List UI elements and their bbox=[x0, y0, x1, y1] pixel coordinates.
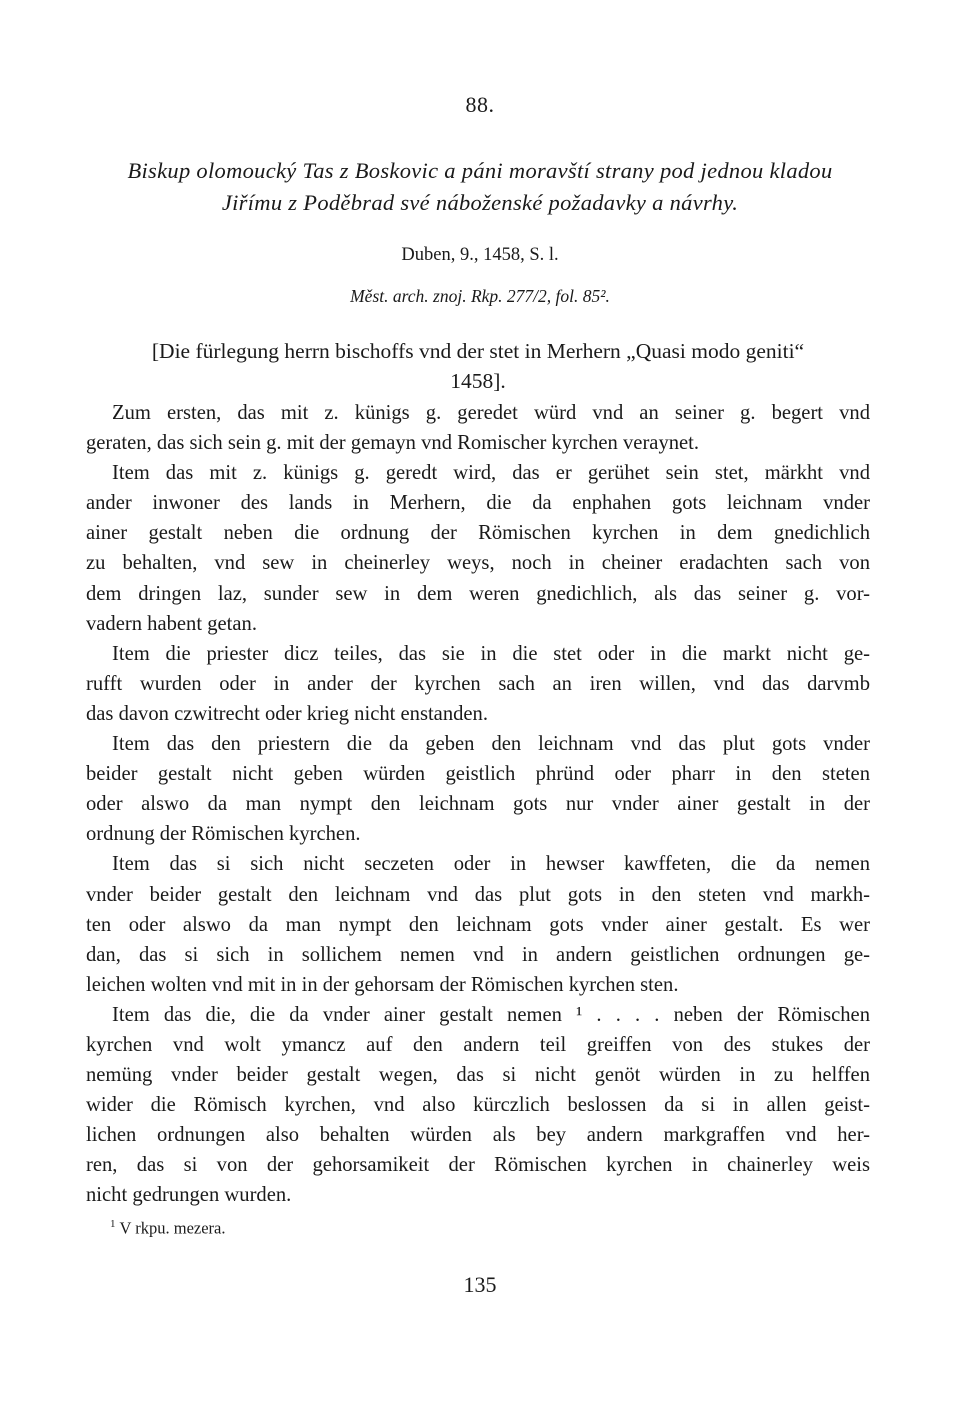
text-line: beider gestalt nicht geben würden geistlich phründ oder pharr in den steten bbox=[86, 763, 870, 786]
text-line: leichen wolten vnd mit in in der gehorsam der Römischen kyrchen sten. bbox=[86, 973, 679, 996]
text-line: Item das den priestern die da geben den leichnam vnd das plut gots vnder bbox=[112, 733, 870, 756]
heading-line: 1458]. bbox=[450, 369, 506, 393]
title-line: Jiřímu z Poděbrad své náboženské požadavky a návrhy. bbox=[221, 190, 739, 215]
document-heading bbox=[86, 336, 870, 396]
text-line: lichen ordnungen also behalten würden als bey andern markgraffen vnd her- bbox=[86, 1124, 870, 1147]
page-number: 88. bbox=[465, 92, 495, 117]
text-line: Item das mit z. künigs g. geredt wird, das er gerühet sein stet, märkht vnd bbox=[112, 462, 870, 485]
text-line: zu behalten, vnd sew in cheinerley weys, noch in cheiner eradachten sach von bbox=[86, 552, 870, 575]
paragraph bbox=[86, 458, 870, 639]
text-line: ainer gestalt neben die ordnung der Römischen kyrchen in dem gnedichlich bbox=[86, 522, 870, 545]
text-line: rufft wurden oder in ander der kyrchen sach an iren willen, vnd das darvmb bbox=[86, 672, 870, 695]
text-line: vadern habent getan. bbox=[86, 612, 257, 635]
paragraph bbox=[86, 1000, 870, 1211]
text-line: vnder beider gestalt den leichnam vnd das plut gots in den steten vnd markh- bbox=[86, 883, 870, 906]
text-line: Zum ersten, das mit z. künigs g. geredet würd vnd an seiner g. begert vnd bbox=[112, 402, 870, 424]
paragraph bbox=[86, 729, 870, 849]
footnote bbox=[110, 1218, 226, 1239]
text-line: kyrchen vnd wolt ymancz auf den andern teil greiffen von des stukes der bbox=[86, 1033, 870, 1056]
text-line: ordnung der Römischen kyrchen. bbox=[86, 823, 361, 846]
footnote-text: V rkpu. mezera. bbox=[119, 1218, 226, 1238]
text-line: dem dringen laz, sunder sew in dem weren gnedichlich, als das seiner g. vor- bbox=[86, 582, 870, 605]
paragraph bbox=[86, 849, 870, 999]
title-line: Biskup olomoucký Tas z Boskovic a páni moravští strany pod jednou kladou bbox=[127, 158, 833, 183]
text-line: oder alswo da man nympt den leichnam gots nur vnder ainer gestalt in der bbox=[86, 793, 870, 816]
text-line: ren, das si von der gehorsamikeit der Römischen kyrchen in chainerley weis bbox=[86, 1154, 870, 1177]
paragraph bbox=[86, 398, 870, 458]
footnote-mark: 1 bbox=[110, 1218, 116, 1230]
text-line: ten oder alswo da man nympt den leichnam gots vnder ainer gestalt. Es wer bbox=[86, 913, 870, 936]
body-text bbox=[86, 398, 870, 1211]
dateline: Duben, 9., 1458, S. l. bbox=[401, 245, 559, 265]
text-line: Item das si sich nicht seczeten oder in hewser kawffeten, die da nemen bbox=[112, 853, 870, 876]
text-line: Item das die, die da vnder ainer gestalt nemen ¹ . . . . neben der Römischen bbox=[112, 1003, 870, 1026]
text-line: nemüng vnder beider gestalt wegen, das si nicht genöt würden in zu helffen bbox=[86, 1064, 870, 1087]
heading-line: [Die fürlegung herrn bischoffs vnd der stet in Merhern „Quasi modo geniti“ bbox=[151, 339, 805, 363]
archive-reference: Měst. arch. znoj. Rkp. 277/2, fol. 85². bbox=[350, 286, 610, 306]
folio-number: 135 bbox=[463, 1272, 497, 1297]
text-line: dan, das si sich in sollichem nemen vnd in andern geistlichen ordnungen ge- bbox=[86, 943, 870, 966]
text-line: ander inwoner des lands in Merhern, die da enphahen gots leichnam vnder bbox=[86, 492, 870, 515]
text-line: wider die Römisch kyrchen, vnd also kürczlich beslossen da si in allen geist- bbox=[86, 1094, 870, 1117]
text-line: nicht gedrungen wurden. bbox=[86, 1184, 292, 1207]
text-line: Item die priester dicz teiles, das sie in die stet oder in die markt nicht ge- bbox=[112, 642, 870, 665]
document-title bbox=[60, 155, 900, 219]
paragraph bbox=[86, 639, 870, 729]
text-line: geraten, das sich sein g. mit der gemayn vnd Romischer kyrchen veraynet. bbox=[86, 432, 700, 455]
text-line: das davon czwitrecht oder krieg nicht enstanden. bbox=[86, 702, 489, 725]
